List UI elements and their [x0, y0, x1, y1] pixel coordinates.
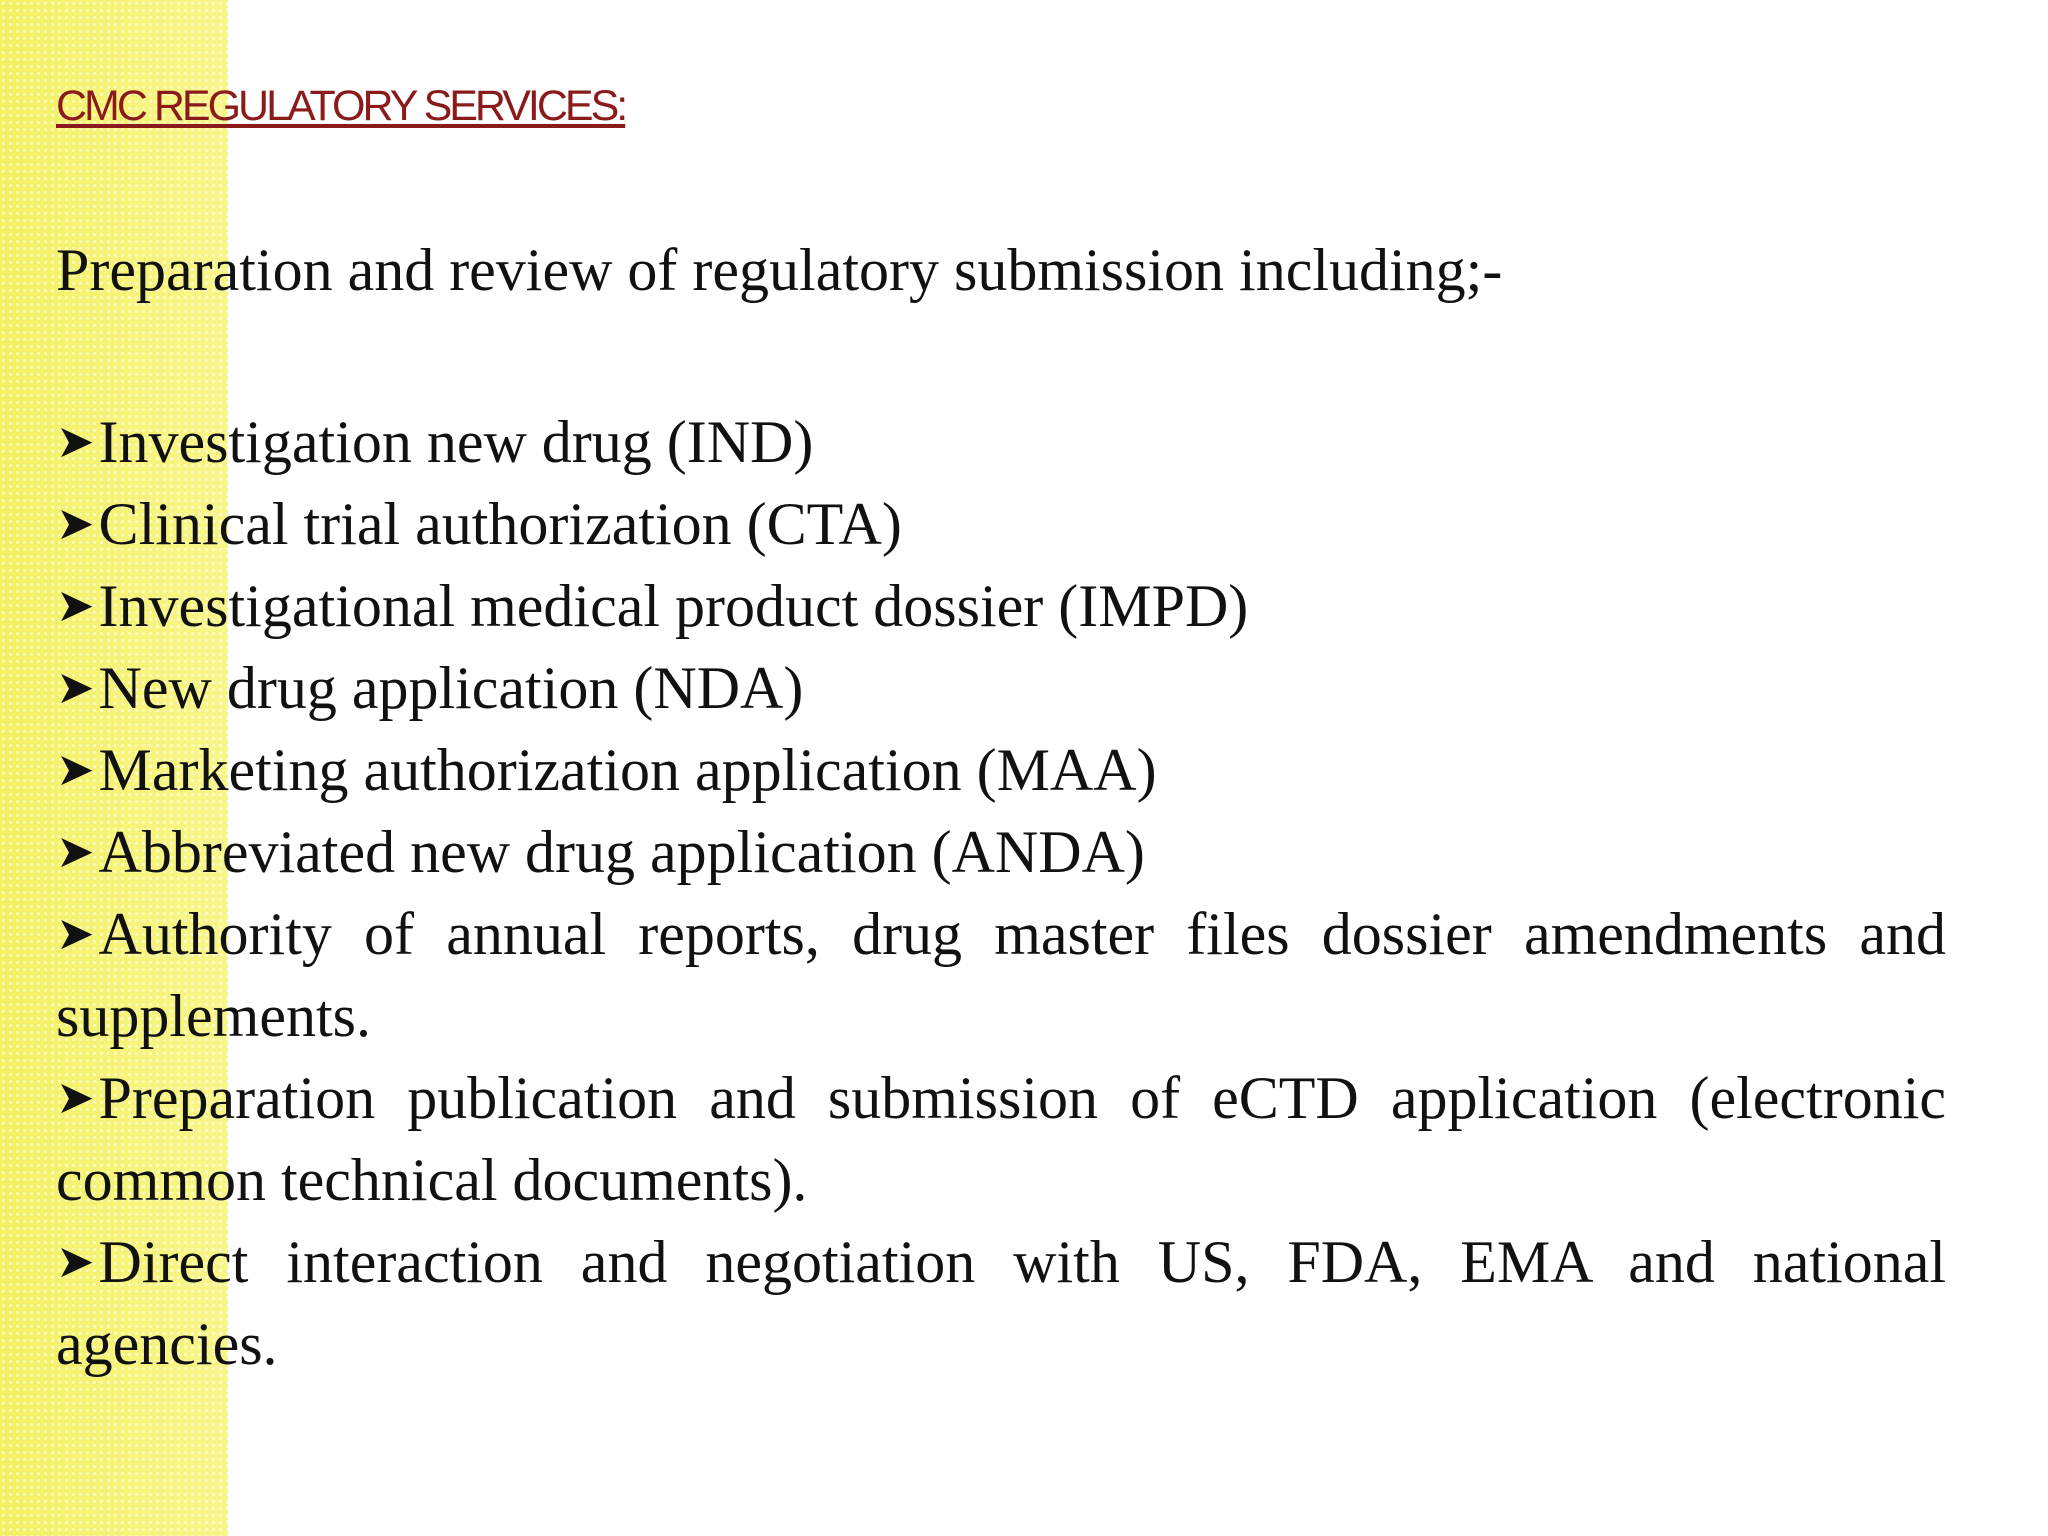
list-item-text: Clinical trial authorization (CTA)	[98, 491, 902, 557]
arrow-bullet-icon: ➤	[56, 416, 95, 467]
intro-text: Preparation and review of regulatory submission including;-	[56, 237, 1503, 303]
arrow-bullet-icon: ➤	[56, 744, 95, 795]
arrow-bullet-icon: ➤	[56, 498, 95, 549]
list-item	[56, 565, 1946, 647]
list-item	[56, 893, 1946, 1057]
list-item-text: New drug application (NDA)	[98, 655, 804, 721]
list-item	[56, 483, 1946, 565]
arrow-bullet-icon: ➤	[56, 826, 95, 877]
arrow-bullet-icon: ➤	[56, 580, 95, 631]
list-item	[56, 1221, 1946, 1385]
list-item-text: Marketing authorization application (MAA)	[98, 737, 1157, 803]
list-item	[56, 1057, 1946, 1221]
list-item	[56, 811, 1946, 893]
list-item-text: Preparation publication and submission of eCTD application (electronic common technical documents).	[56, 1065, 1946, 1213]
list-item	[56, 647, 1946, 729]
arrow-bullet-icon: ➤	[56, 662, 95, 713]
list-item-text: Investigational medical product dossier (IMPD)	[98, 573, 1249, 639]
slide-heading: CMC REGULATORY SERVICES:	[56, 82, 626, 130]
services-list	[56, 401, 1946, 1385]
list-item-text: Investigation new drug (IND)	[98, 409, 814, 475]
arrow-bullet-icon: ➤	[56, 908, 95, 959]
list-item-text: Direct interaction and negotiation with US, FDA, EMA and national agencies.	[56, 1229, 1946, 1377]
list-item	[56, 729, 1946, 811]
arrow-bullet-icon: ➤	[56, 1072, 95, 1123]
list-item	[56, 401, 1946, 483]
list-item-text: Abbreviated new drug application (ANDA)	[98, 819, 1145, 885]
arrow-bullet-icon: ➤	[56, 1236, 95, 1287]
list-item-text: Authority of annual reports, drug master files dossier amendments and supplements.	[56, 901, 1946, 1049]
